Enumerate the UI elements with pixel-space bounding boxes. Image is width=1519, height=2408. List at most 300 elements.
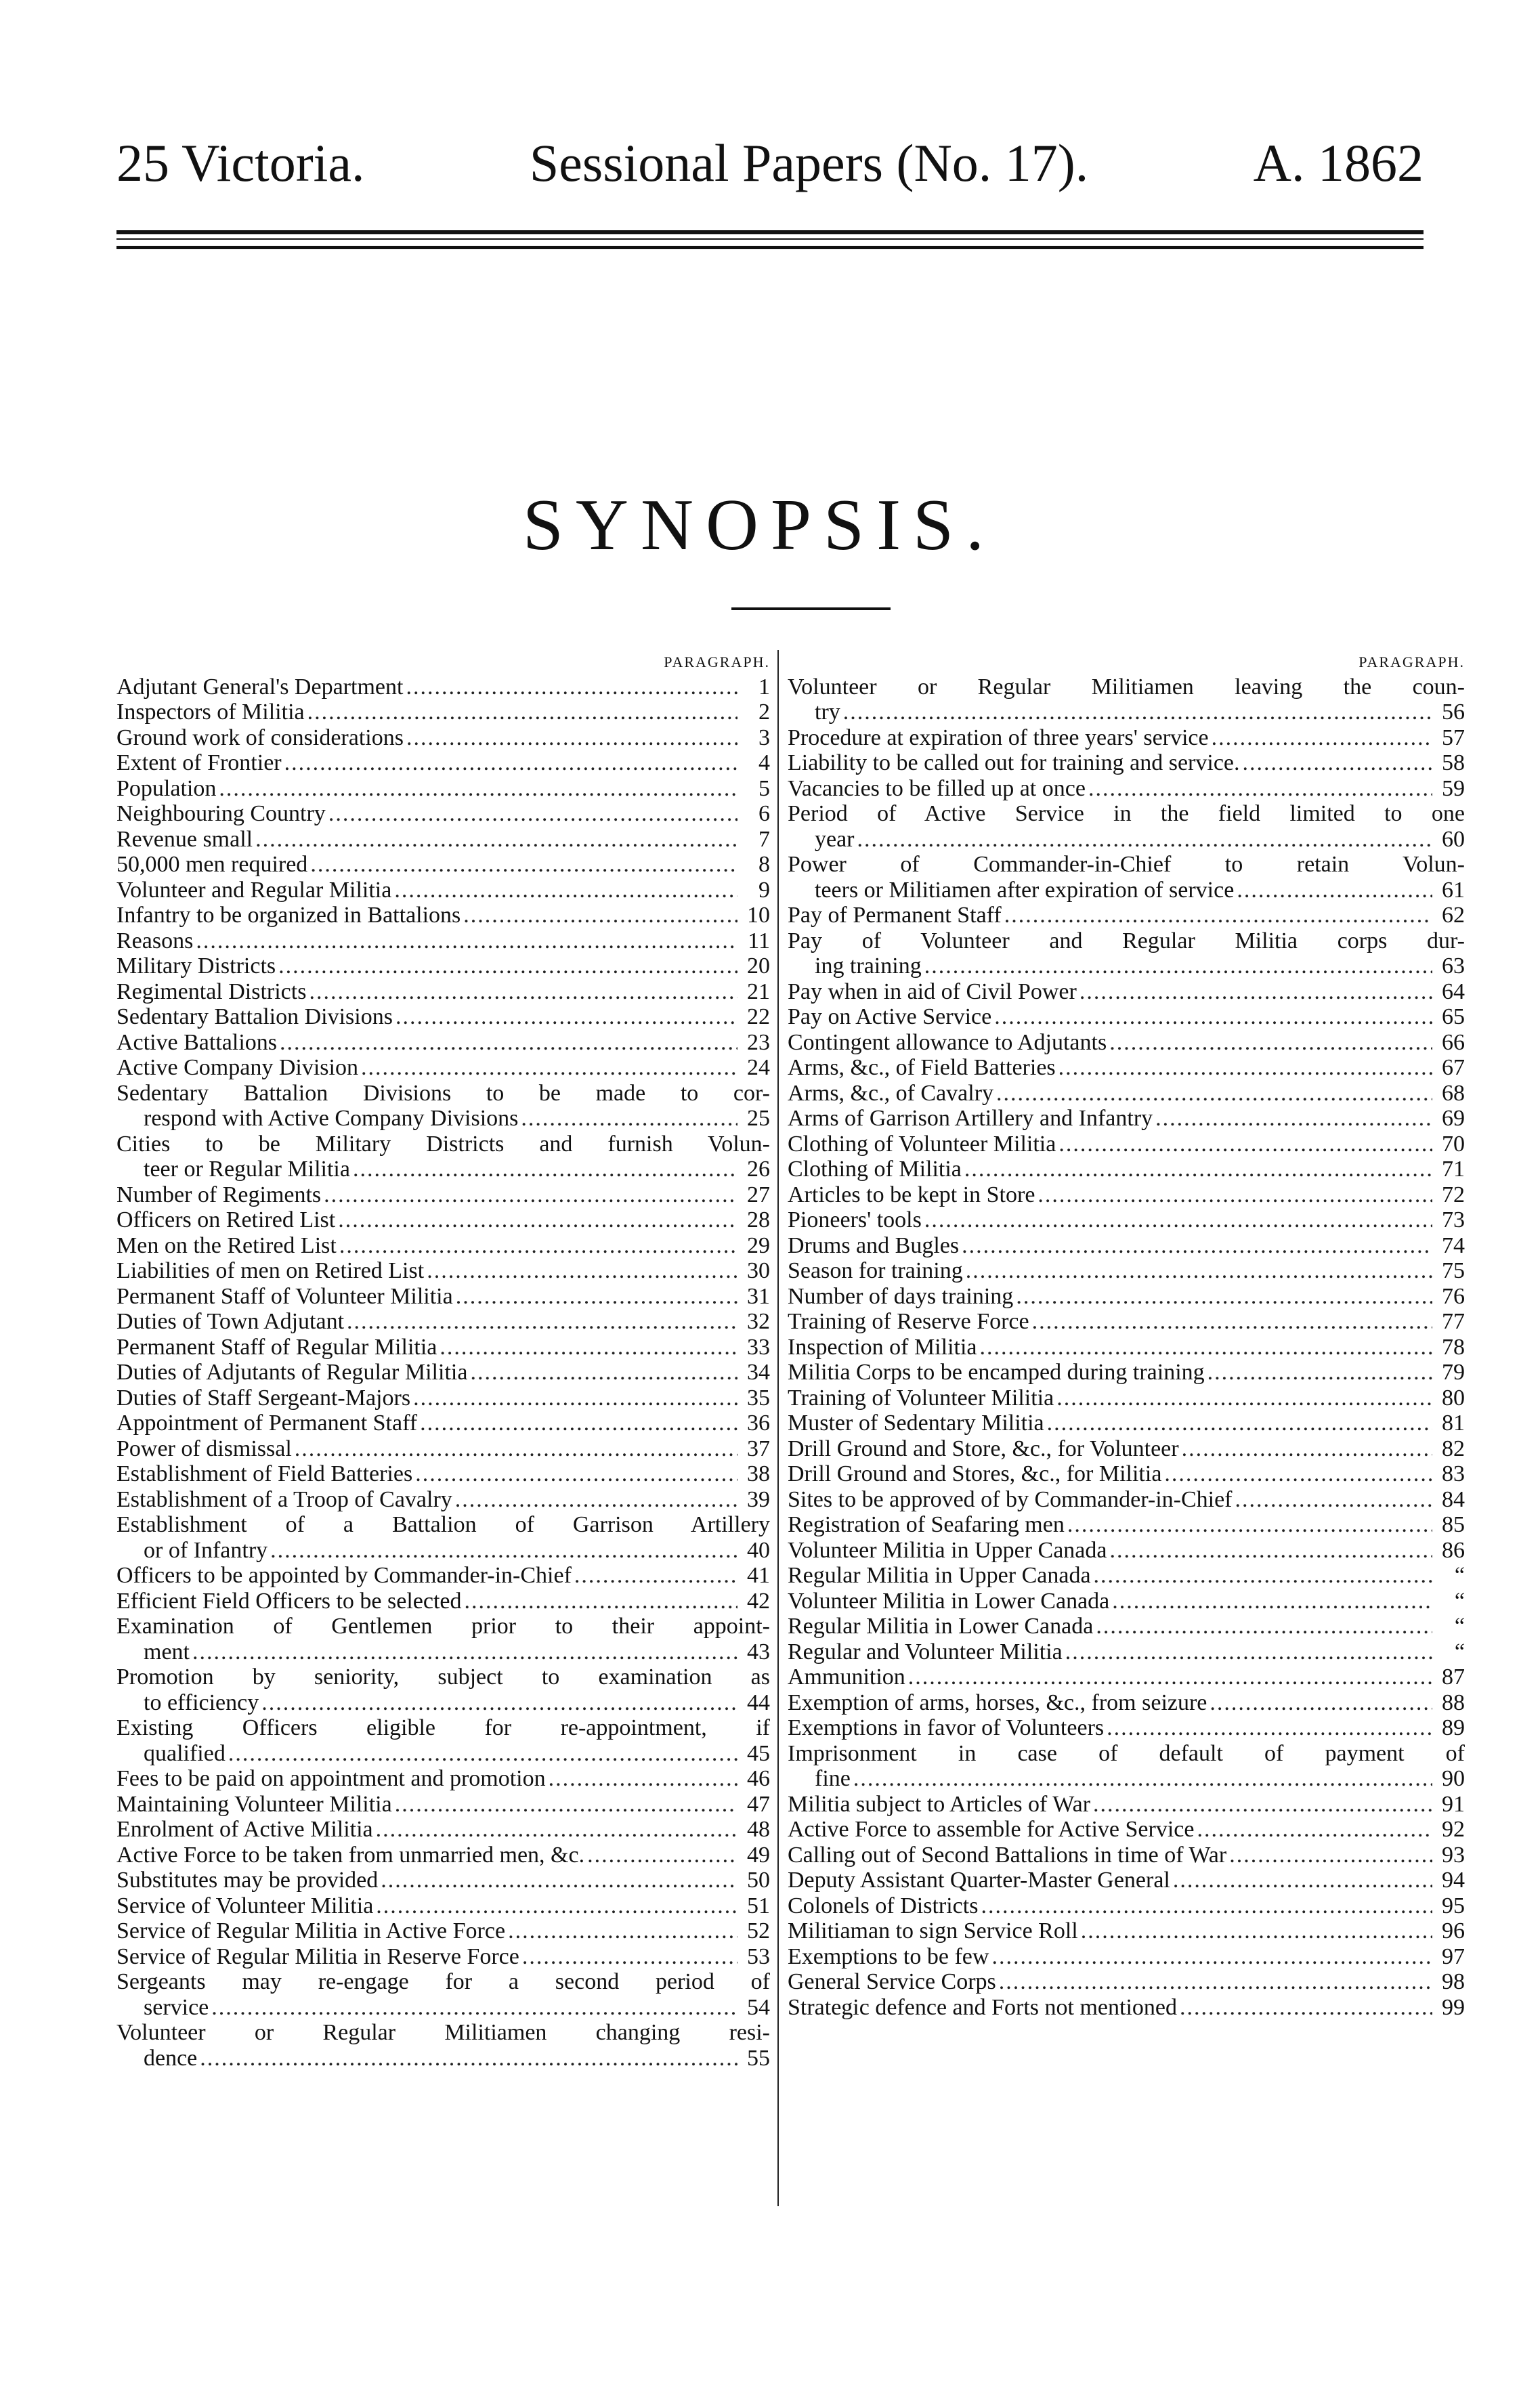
page-header bbox=[116, 133, 1424, 192]
paragraph-number: 63 bbox=[1442, 953, 1465, 979]
dot-leader bbox=[376, 1817, 737, 1843]
entry-first-line: Examination of Gentlemen prior to their appoint- bbox=[116, 1614, 770, 1639]
paragraph-number: 53 bbox=[747, 1943, 770, 1969]
synopsis-entry bbox=[788, 1157, 1465, 1182]
dot-leader bbox=[1212, 725, 1432, 751]
synopsis-entry bbox=[116, 1766, 770, 1792]
synopsis-entry bbox=[788, 1639, 1465, 1665]
entry-row bbox=[788, 1487, 1465, 1513]
paragraph-number: 85 bbox=[1442, 1512, 1465, 1537]
paragraph-number: 39 bbox=[747, 1486, 770, 1512]
entry-row bbox=[116, 700, 770, 725]
entry-row bbox=[788, 1690, 1465, 1716]
paragraph-number: 94 bbox=[1442, 1868, 1465, 1893]
dot-leader bbox=[406, 674, 737, 700]
entry-row bbox=[116, 1233, 770, 1259]
entry-row bbox=[116, 1385, 770, 1411]
entry-row bbox=[788, 827, 1465, 853]
page-title: SYNOPSIS. bbox=[522, 485, 997, 565]
synopsis-entry bbox=[788, 1385, 1465, 1411]
synopsis-entry bbox=[788, 1944, 1465, 1970]
dot-leader bbox=[908, 1664, 1432, 1690]
entry-row bbox=[788, 979, 1465, 1005]
entry-title: Population bbox=[116, 775, 217, 801]
entry-row bbox=[788, 1081, 1465, 1106]
entry-row bbox=[116, 903, 770, 928]
entry-row bbox=[116, 1360, 770, 1385]
entry-row bbox=[116, 1538, 770, 1564]
entry-row bbox=[116, 750, 770, 776]
entry-title: Drill Ground and Stores, &c., for Militia bbox=[788, 1461, 1162, 1486]
dot-leader bbox=[924, 1207, 1432, 1233]
entry-row bbox=[116, 1436, 770, 1462]
entry-row bbox=[788, 1918, 1465, 1944]
paragraph-number: 5 bbox=[758, 775, 770, 801]
entry-title: Militia subject to Articles of War bbox=[788, 1791, 1091, 1817]
dot-leader bbox=[980, 1335, 1432, 1360]
dot-leader bbox=[522, 1944, 737, 1970]
entry-row bbox=[788, 1969, 1465, 1995]
entry-title: Calling out of Second Battalions in time of War bbox=[788, 1842, 1227, 1868]
entry-title: Exemptions to be few bbox=[788, 1943, 989, 1969]
dot-leader bbox=[1197, 1817, 1432, 1843]
synopsis-entry bbox=[788, 979, 1465, 1005]
entry-row bbox=[116, 1792, 770, 1818]
synopsis-entry bbox=[788, 1182, 1465, 1208]
entry-row bbox=[116, 1461, 770, 1487]
dot-leader bbox=[587, 1843, 737, 1868]
synopsis-entry bbox=[116, 725, 770, 751]
entry-title: Active Company Division bbox=[116, 1055, 358, 1080]
dot-leader bbox=[307, 700, 737, 725]
paragraph-number: 99 bbox=[1442, 1994, 1465, 2020]
entry-title: Fees to be paid on appointment and promotion bbox=[116, 1766, 546, 1791]
synopsis-entry bbox=[116, 1817, 770, 1843]
entry-row bbox=[788, 1132, 1465, 1157]
paragraph-number: 20 bbox=[747, 953, 770, 979]
synopsis-entry bbox=[116, 700, 770, 725]
paragraph-number: 76 bbox=[1442, 1283, 1465, 1309]
dot-leader bbox=[361, 1055, 737, 1081]
entry-title: Arms, &c., of Cavalry bbox=[788, 1080, 994, 1106]
paragraph-number: 66 bbox=[1442, 1029, 1465, 1055]
dot-leader bbox=[1056, 1385, 1432, 1411]
paragraph-number: 97 bbox=[1442, 1943, 1465, 1969]
entry-title: Militia Corps to be encamped during training bbox=[788, 1360, 1205, 1385]
entry-title: Training of Volunteer Militia bbox=[788, 1385, 1054, 1411]
header-rule-bottom bbox=[116, 246, 1424, 249]
entry-title: teer or Regular Militia bbox=[144, 1157, 350, 1182]
paragraph-number: 7 bbox=[758, 826, 770, 852]
dot-leader bbox=[284, 750, 737, 776]
dot-leader bbox=[1058, 1132, 1432, 1157]
entry-row bbox=[116, 1258, 770, 1284]
entry-row bbox=[788, 1004, 1465, 1030]
dot-leader bbox=[964, 1157, 1432, 1182]
synopsis-entry bbox=[788, 1360, 1465, 1385]
paragraph-number: 24 bbox=[747, 1055, 770, 1080]
dot-leader bbox=[261, 1690, 737, 1716]
paragraph-number: 11 bbox=[748, 928, 770, 953]
synopsis-entry bbox=[116, 1969, 770, 2020]
entry-title: Service of Regular Militia in Active Force bbox=[116, 1918, 506, 1943]
entry-row bbox=[116, 1157, 770, 1182]
entry-row bbox=[788, 1639, 1465, 1665]
entry-row bbox=[788, 1284, 1465, 1310]
entry-title: ment bbox=[144, 1639, 190, 1664]
paragraph-number: 10 bbox=[747, 903, 770, 928]
header-rule-top bbox=[116, 230, 1424, 234]
dot-leader bbox=[324, 1182, 737, 1208]
dot-leader bbox=[228, 1741, 737, 1767]
synopsis-entry bbox=[788, 1995, 1465, 2021]
dot-leader bbox=[1207, 1360, 1432, 1385]
entry-title: Clothing of Volunteer Militia bbox=[788, 1131, 1056, 1157]
paragraph-number: 57 bbox=[1442, 725, 1465, 750]
entry-title: Efficient Field Officers to be selected bbox=[116, 1588, 462, 1614]
paragraph-number: 27 bbox=[747, 1182, 770, 1207]
synopsis-entry bbox=[116, 1843, 770, 1868]
entry-title: Articles to be kept in Store bbox=[788, 1182, 1035, 1207]
synopsis-entry bbox=[788, 1233, 1465, 1259]
entry-title: Vacancies to be filled up at once bbox=[788, 775, 1086, 801]
entry-title: Revenue small bbox=[116, 826, 253, 852]
synopsis-entry bbox=[788, 725, 1465, 751]
paragraph-number: 49 bbox=[747, 1842, 770, 1868]
entry-title: Men on the Retired List bbox=[116, 1232, 337, 1258]
synopsis-entry bbox=[116, 2020, 770, 2071]
entry-row bbox=[116, 1918, 770, 1944]
synopsis-entry bbox=[116, 1563, 770, 1589]
entry-title: Power of dismissal bbox=[116, 1436, 292, 1461]
paragraph-number: 42 bbox=[747, 1588, 770, 1614]
entry-title: Season for training bbox=[788, 1258, 963, 1283]
paragraph-number: 88 bbox=[1442, 1690, 1465, 1715]
entry-row bbox=[788, 1944, 1465, 1970]
entry-title: Neighbouring Country bbox=[116, 801, 326, 826]
title-rule bbox=[731, 607, 891, 610]
paragraph-number: 75 bbox=[1442, 1258, 1465, 1283]
paragraph-number: 6 bbox=[758, 801, 770, 826]
entry-row bbox=[116, 1309, 770, 1335]
synopsis-entry bbox=[116, 1918, 770, 1944]
synopsis-entry bbox=[788, 1664, 1465, 1690]
entry-row bbox=[788, 1411, 1465, 1436]
dot-leader bbox=[1155, 1106, 1432, 1132]
paragraph-number: 89 bbox=[1442, 1715, 1465, 1740]
entry-title: qualified bbox=[144, 1740, 226, 1766]
dot-leader bbox=[1093, 1792, 1432, 1818]
paragraph-number: 33 bbox=[747, 1334, 770, 1360]
synopsis-entry bbox=[116, 776, 770, 802]
dot-leader bbox=[857, 827, 1432, 853]
dot-leader bbox=[413, 1385, 737, 1411]
entry-title: Duties of Town Adjutant bbox=[116, 1309, 345, 1334]
synopsis-entry bbox=[788, 1258, 1465, 1284]
paragraph-number: 58 bbox=[1442, 750, 1465, 775]
entry-first-line: Establishment of a Battalion of Garrison Artillery bbox=[116, 1512, 770, 1537]
dot-leader bbox=[395, 1792, 737, 1818]
entry-row bbox=[116, 1944, 770, 1970]
entry-row bbox=[116, 725, 770, 751]
entry-title: Drill Ground and Store, &c., for Volunteer bbox=[788, 1436, 1179, 1461]
paragraph-number: 95 bbox=[1442, 1893, 1465, 1918]
dot-leader bbox=[1112, 1589, 1432, 1614]
paragraph-number: 61 bbox=[1442, 877, 1465, 903]
entry-row bbox=[116, 1893, 770, 1919]
entry-title: Pay of Permanent Staff bbox=[788, 903, 1002, 928]
header-series: Sessional Papers (No. 17). bbox=[529, 133, 1089, 192]
entry-title: Volunteer and Regular Militia bbox=[116, 877, 392, 903]
synopsis-entry bbox=[116, 1792, 770, 1818]
entry-row bbox=[788, 1766, 1465, 1792]
entry-row bbox=[788, 1792, 1465, 1818]
paragraph-number: 70 bbox=[1442, 1131, 1465, 1157]
entry-row bbox=[116, 827, 770, 853]
entry-row bbox=[116, 776, 770, 802]
entry-row bbox=[788, 1335, 1465, 1360]
dot-leader bbox=[1109, 1030, 1432, 1056]
entry-row bbox=[116, 1690, 770, 1716]
header-rule-middle bbox=[116, 238, 1424, 240]
entry-title: Active Force to be taken from unmarried men, &c. bbox=[116, 1842, 585, 1868]
entry-row bbox=[788, 1589, 1465, 1614]
entry-title: Adjutant General's Department bbox=[116, 674, 404, 700]
paragraph-number: 41 bbox=[747, 1563, 770, 1588]
entry-row bbox=[116, 1817, 770, 1843]
dot-leader bbox=[994, 1004, 1432, 1030]
synopsis-entry bbox=[788, 1690, 1465, 1716]
paragraph-number: 65 bbox=[1442, 1004, 1465, 1029]
dot-leader bbox=[353, 1157, 737, 1182]
entry-title: Maintaining Volunteer Militia bbox=[116, 1791, 392, 1817]
entry-row bbox=[788, 1207, 1465, 1233]
dot-leader bbox=[427, 1258, 737, 1284]
dot-leader bbox=[192, 1639, 737, 1665]
entry-title: fine bbox=[815, 1766, 851, 1791]
paragraph-number: 64 bbox=[1442, 979, 1465, 1004]
entry-first-line: Period of Active Service in the field limited to one bbox=[788, 801, 1465, 826]
synopsis-entry bbox=[788, 1918, 1465, 1944]
entry-title: Appointment of Permanent Staff bbox=[116, 1411, 418, 1436]
entry-row bbox=[788, 1868, 1465, 1893]
paragraph-number: 48 bbox=[747, 1817, 770, 1842]
entry-first-line: Promotion by seniority, subject to examination as bbox=[116, 1664, 770, 1690]
synopsis-entry bbox=[788, 1411, 1465, 1436]
synopsis-entry bbox=[116, 750, 770, 776]
paragraph-number: 36 bbox=[747, 1411, 770, 1436]
dot-leader bbox=[211, 1995, 737, 2021]
entry-title: Colonels of Districts bbox=[788, 1893, 979, 1918]
entry-title: Officers to be appointed by Commander-in-Chief bbox=[116, 1563, 572, 1588]
entry-row bbox=[788, 878, 1465, 903]
entry-row bbox=[116, 1207, 770, 1233]
entry-title: Reasons bbox=[116, 928, 194, 953]
entry-title: Regular and Volunteer Militia bbox=[788, 1639, 1063, 1664]
entry-title: Exemption of arms, horses, &c., from seizure bbox=[788, 1690, 1207, 1715]
synopsis-entry bbox=[788, 1589, 1465, 1614]
entry-title: Training of Reserve Force bbox=[788, 1309, 1029, 1334]
dot-leader bbox=[999, 1969, 1432, 1995]
entry-row bbox=[788, 1995, 1465, 2021]
paragraph-number: 3 bbox=[758, 725, 770, 750]
paragraph-number: 77 bbox=[1442, 1309, 1465, 1334]
entry-row bbox=[116, 1563, 770, 1589]
paragraph-number: 1 bbox=[758, 674, 770, 700]
synopsis-entry bbox=[116, 1411, 770, 1436]
entry-row bbox=[788, 1614, 1465, 1639]
entry-row bbox=[116, 1055, 770, 1081]
entry-row bbox=[788, 1563, 1465, 1589]
entry-title: Muster of Sedentary Militia bbox=[788, 1411, 1044, 1436]
synopsis-entry bbox=[116, 1182, 770, 1208]
entry-row bbox=[788, 1461, 1465, 1487]
synopsis-entry bbox=[116, 1132, 770, 1182]
entry-row bbox=[116, 1284, 770, 1310]
entry-row bbox=[116, 1182, 770, 1208]
synopsis-entry bbox=[788, 1563, 1465, 1589]
dot-leader bbox=[463, 903, 737, 928]
dot-leader bbox=[991, 1944, 1432, 1970]
synopsis-entry bbox=[788, 1436, 1465, 1462]
paragraph-number: 83 bbox=[1442, 1461, 1465, 1486]
dot-leader bbox=[395, 1004, 737, 1030]
header-year: A. 1862 bbox=[1253, 133, 1424, 192]
paragraph-number: 52 bbox=[747, 1918, 770, 1943]
entry-row bbox=[788, 1309, 1465, 1335]
synopsis-entry bbox=[788, 1106, 1465, 1132]
paragraph-number: 71 bbox=[1442, 1157, 1465, 1182]
entry-title: Ammunition bbox=[788, 1664, 905, 1690]
paragraph-number: 21 bbox=[747, 979, 770, 1004]
entry-title: or of Infantry bbox=[144, 1537, 268, 1563]
dot-leader bbox=[394, 878, 737, 903]
dot-leader bbox=[420, 1411, 737, 1436]
synopsis-entry bbox=[116, 1081, 770, 1132]
dot-leader bbox=[521, 1106, 737, 1132]
paragraph-number: 43 bbox=[747, 1639, 770, 1664]
entry-row bbox=[116, 1335, 770, 1360]
entry-row bbox=[788, 1664, 1465, 1690]
synopsis-entry bbox=[116, 1944, 770, 1970]
entry-title: Arms of Garrison Artillery and Infantry bbox=[788, 1106, 1153, 1131]
paragraph-number: 90 bbox=[1442, 1766, 1465, 1791]
entry-title: Regimental Districts bbox=[116, 979, 307, 1004]
entry-row bbox=[788, 1715, 1465, 1741]
entry-row bbox=[116, 1766, 770, 1792]
synopsis-entry bbox=[116, 1715, 770, 1766]
entry-title: Sedentary Battalion Divisions bbox=[116, 1004, 393, 1029]
entry-first-line: Power of Commander-in-Chief to retain Volun- bbox=[788, 852, 1465, 877]
entry-title: Pay when in aid of Civil Power bbox=[788, 979, 1077, 1004]
paragraph-number: “ bbox=[1454, 1614, 1465, 1639]
dot-leader bbox=[1081, 1918, 1432, 1944]
entry-title: Ground work of considerations bbox=[116, 725, 404, 750]
entry-row bbox=[116, 1995, 770, 2021]
entry-title: Active Battalions bbox=[116, 1029, 278, 1055]
entry-row bbox=[116, 1030, 770, 1056]
entry-row bbox=[788, 1157, 1465, 1182]
entry-row bbox=[788, 1893, 1465, 1919]
entry-title: Regular Militia in Upper Canada bbox=[788, 1563, 1091, 1588]
entry-title: teers or Militiamen after expiration of service bbox=[815, 877, 1235, 903]
dot-leader bbox=[1164, 1461, 1432, 1487]
entry-title: service bbox=[144, 1994, 209, 2020]
synopsis-left-column bbox=[116, 649, 770, 2071]
dot-leader bbox=[1058, 1055, 1432, 1081]
entry-title: Sites to be approved of by Commander-in-Chief bbox=[788, 1486, 1233, 1512]
paragraph-number: 93 bbox=[1442, 1842, 1465, 1868]
paragraph-number: 47 bbox=[747, 1791, 770, 1817]
entry-title: Enrolment of Active Militia bbox=[116, 1817, 373, 1842]
paragraph-number: 73 bbox=[1442, 1207, 1465, 1232]
entry-row bbox=[116, 801, 770, 827]
entry-title: Liabilities of men on Retired List bbox=[116, 1258, 425, 1283]
synopsis-entry bbox=[788, 1538, 1465, 1564]
synopsis-entry bbox=[788, 1512, 1465, 1538]
synopsis-entry bbox=[116, 1207, 770, 1233]
entry-title: Duties of Staff Sergeant-Majors bbox=[116, 1385, 411, 1411]
entry-row bbox=[116, 1868, 770, 1893]
synopsis-entry bbox=[116, 903, 770, 928]
synopsis-entry bbox=[788, 776, 1465, 802]
entry-title: Establishment of Field Batteries bbox=[116, 1461, 413, 1486]
synopsis-entry bbox=[116, 1868, 770, 1893]
paragraph-number: 91 bbox=[1442, 1791, 1465, 1817]
paragraph-number: 79 bbox=[1442, 1360, 1465, 1385]
dot-leader bbox=[219, 776, 737, 802]
synopsis-entry bbox=[116, 1360, 770, 1385]
dot-leader bbox=[309, 979, 737, 1005]
synopsis-entry bbox=[116, 1233, 770, 1259]
paragraph-number: 8 bbox=[758, 852, 770, 877]
dot-leader bbox=[1107, 1715, 1432, 1741]
entry-row bbox=[116, 878, 770, 903]
entry-title: Registration of Seafaring men bbox=[788, 1512, 1065, 1537]
entry-row bbox=[788, 776, 1465, 802]
paragraph-number: 68 bbox=[1442, 1080, 1465, 1106]
synopsis-entry bbox=[116, 1512, 770, 1563]
synopsis-entry bbox=[116, 1487, 770, 1513]
entry-row bbox=[788, 1385, 1465, 1411]
dot-leader bbox=[196, 928, 737, 954]
entry-title: Military Districts bbox=[116, 953, 276, 979]
entry-row bbox=[788, 903, 1465, 928]
dot-leader bbox=[1210, 1690, 1432, 1716]
entry-row bbox=[116, 674, 770, 700]
dot-leader bbox=[339, 1233, 737, 1259]
entry-title: Strategic defence and Forts not mentioned bbox=[788, 1994, 1177, 2020]
entry-title: dence bbox=[144, 2045, 198, 2071]
synopsis-entry bbox=[116, 1335, 770, 1360]
synopsis-entry bbox=[116, 801, 770, 827]
paragraph-number: 34 bbox=[747, 1360, 770, 1385]
dot-leader bbox=[1088, 776, 1432, 802]
paragraph-number: 30 bbox=[747, 1258, 770, 1283]
entry-first-line: Volunteer or Regular Militiamen changing resi- bbox=[116, 2020, 770, 2045]
paragraph-number: 74 bbox=[1442, 1232, 1465, 1258]
synopsis-entry bbox=[788, 1132, 1465, 1157]
dot-leader bbox=[255, 827, 737, 853]
entry-first-line: Volunteer or Regular Militiamen leaving the coun- bbox=[788, 674, 1465, 700]
entry-title: Service of Volunteer Militia bbox=[116, 1893, 374, 1918]
paragraph-number: 26 bbox=[747, 1157, 770, 1182]
dot-leader bbox=[455, 1487, 737, 1513]
entry-title: 50,000 men required bbox=[116, 852, 308, 877]
paragraph-number: 55 bbox=[747, 2045, 770, 2071]
paragraph-number: “ bbox=[1454, 1588, 1465, 1614]
paragraph-number: 54 bbox=[747, 1994, 770, 2020]
